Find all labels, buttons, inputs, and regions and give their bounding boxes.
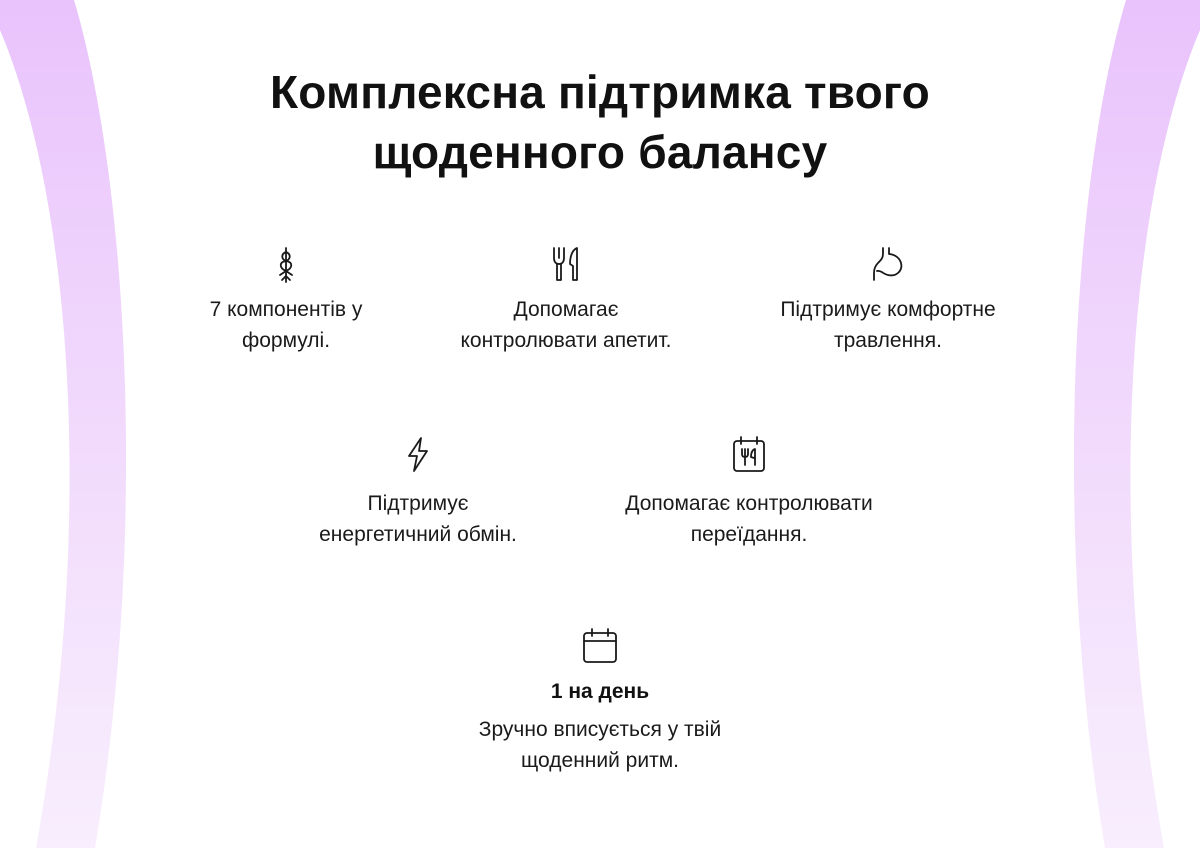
calendar-icon xyxy=(580,626,620,666)
feature-line: щоденний ритм. xyxy=(521,749,679,772)
feature-daily-dose xyxy=(410,626,790,776)
feature-energy xyxy=(282,434,554,550)
feature-heading: 1 на день xyxy=(550,680,650,703)
feature-line: травлення. xyxy=(834,329,942,352)
feature-line: Підтримує xyxy=(367,492,469,515)
feature-text xyxy=(742,294,1034,356)
feature-line: Зручно вписується у твій xyxy=(478,718,722,741)
lightning-icon xyxy=(398,434,438,474)
stomach-icon xyxy=(868,244,908,284)
meal-calendar-icon xyxy=(729,434,769,474)
feature-overeating xyxy=(584,434,914,550)
page-title xyxy=(0,62,1200,182)
feature-line: 7 компонентів у xyxy=(209,298,363,321)
feature-line: Підтримує комфортне xyxy=(780,298,996,321)
wheat-icon xyxy=(266,244,306,284)
feature-line: переїдання. xyxy=(690,523,808,546)
feature-line: формулі. xyxy=(241,329,331,352)
feature-line: енергетичний обмін. xyxy=(319,523,517,546)
title-line: Комплексна підтримка твого xyxy=(270,66,930,118)
feature-line: Допомагає контролювати xyxy=(625,492,873,515)
feature-text xyxy=(282,488,554,550)
feature-text xyxy=(410,714,790,776)
feature-digestion xyxy=(742,244,1034,356)
feature-line: контролювати апетит. xyxy=(460,329,672,352)
feature-appetite xyxy=(420,244,712,356)
feature-components xyxy=(176,244,396,356)
feature-text xyxy=(420,294,712,356)
title-line: щоденного балансу xyxy=(372,126,828,178)
fork-knife-icon xyxy=(546,244,586,284)
feature-text xyxy=(584,488,914,550)
feature-text xyxy=(176,294,396,356)
feature-line: Допомагає xyxy=(513,298,619,321)
